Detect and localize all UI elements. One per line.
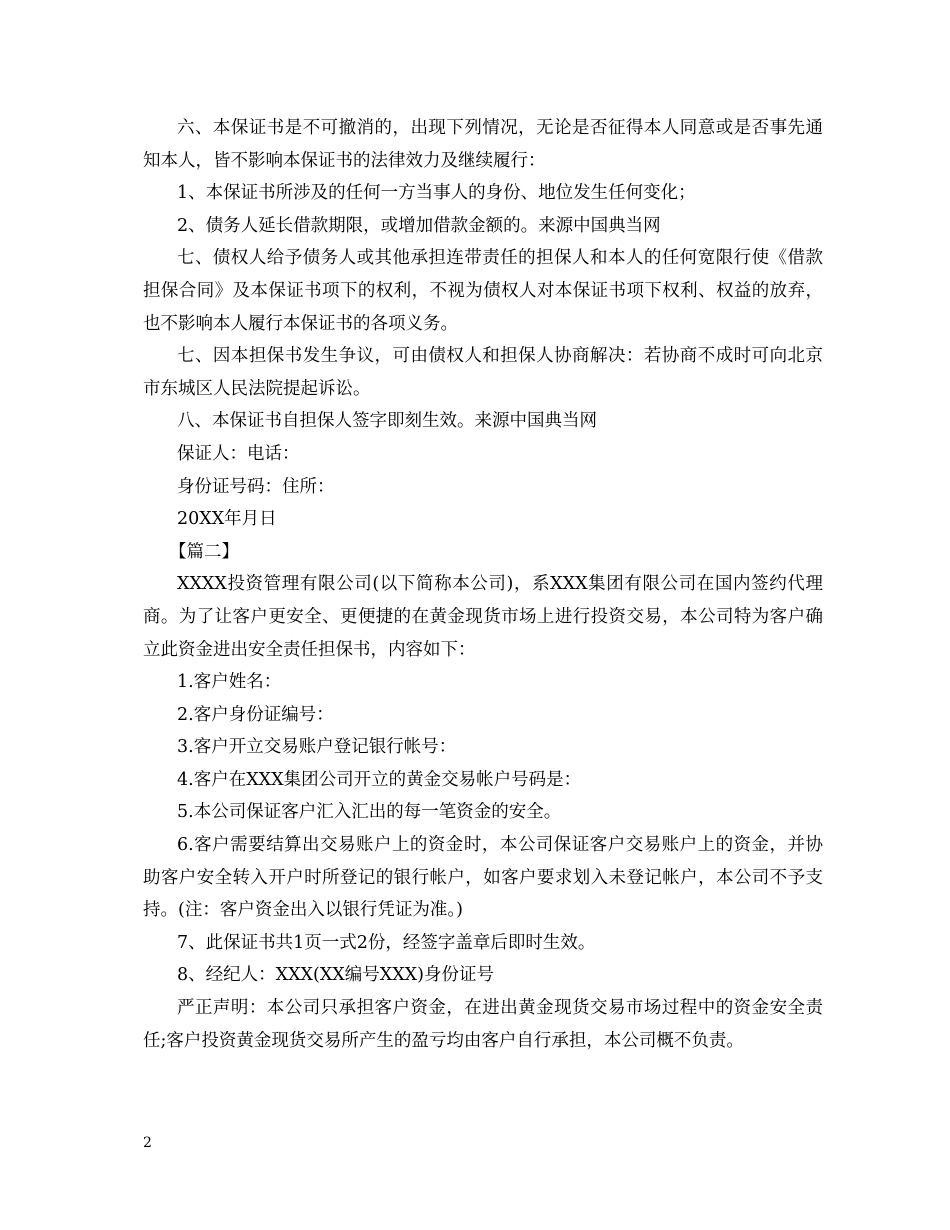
list-item-6: 6.客户需要结算出交易账户上的资金时，本公司保证客户交易账户上的资金，并协助客户安全转入开户时所登记的银行帐户，如客户要求划入未登记帐户，本公司不予支持。(注：客户资金出入以银行凭证为准。): [143, 835, 823, 921]
page-number: 2: [143, 1135, 152, 1151]
paragraph-clause-7a: 七、债权人给予债务人或其他承担连带责任的担保人和本人的任何宽限行使《借款担保合同》及本保证书项下的权利，不视为债权人对本保证书项下权利、权益的放弃，也不影响本人履行本保证书的各项义务。: [143, 248, 823, 334]
guarantor-line: 保证人：电话：: [177, 443, 300, 464]
date-line: 20XX年月日: [177, 509, 277, 530]
paragraph-item-1: 1、本保证书所涉及的任何一方当事人的身份、地位发生任何变化；: [177, 183, 696, 204]
intro-paragraph: XXXX投资管理有限公司(以下简称本公司)，系XXX集团有限公司在国内签约代理商。为了让客户更安全、更便捷的在黄金现货市场上进行投资交易，本公司特为客户确立此资金进出安全责任担保书，内容如下：: [143, 574, 823, 660]
section-heading: 【篇二】: [169, 541, 239, 562]
id-address-line: 身份证号码：住所：: [177, 476, 335, 497]
paragraph-clause-8: 八、本保证书自担保人签字即刻生效。来源中国典当网: [177, 411, 597, 432]
document-body: [143, 112, 823, 1057]
list-item-8: 8、经纪人：XXX(XX编号XXX)身份证号: [177, 965, 494, 986]
list-item-2: 2.客户身份证编号：: [177, 704, 334, 725]
paragraph-clause-6: 六、本保证书是不可撤消的，出现下列情况，无论是否征得本人同意或是否事先通知本人，皆不影响本保证书的法律效力及继续履行：: [143, 118, 823, 171]
list-item-1: 1.客户姓名：: [177, 672, 282, 693]
paragraph-clause-7b: 七、因本担保书发生争议，可由债权人和担保人协商解决：若协商不成时可向北京市东城区人民法院提起诉讼。: [143, 346, 823, 399]
list-item-4: 4.客户在XXX集团公司开立的黄金交易帐户号码是：: [177, 769, 582, 790]
list-item-5: 5.本公司保证客户汇入汇出的每一笔资金的安全。: [177, 802, 562, 823]
statement-paragraph: 严正声明：本公司只承担客户资金，在进出黄金现货交易市场过程中的资金安全责任;客户投资黄金现货交易所产生的盈亏均由客户自行承担，本公司概不负责。: [143, 998, 823, 1051]
list-item-7: 7、此保证书共1页一式2份，经签字盖章后即时生效。: [177, 932, 596, 953]
list-item-3: 3.客户开立交易账户登记银行帐号：: [177, 737, 457, 758]
paragraph-item-2: 2、债务人延长借款期限，或增加借款金额的。来源中国典当网: [177, 215, 661, 236]
